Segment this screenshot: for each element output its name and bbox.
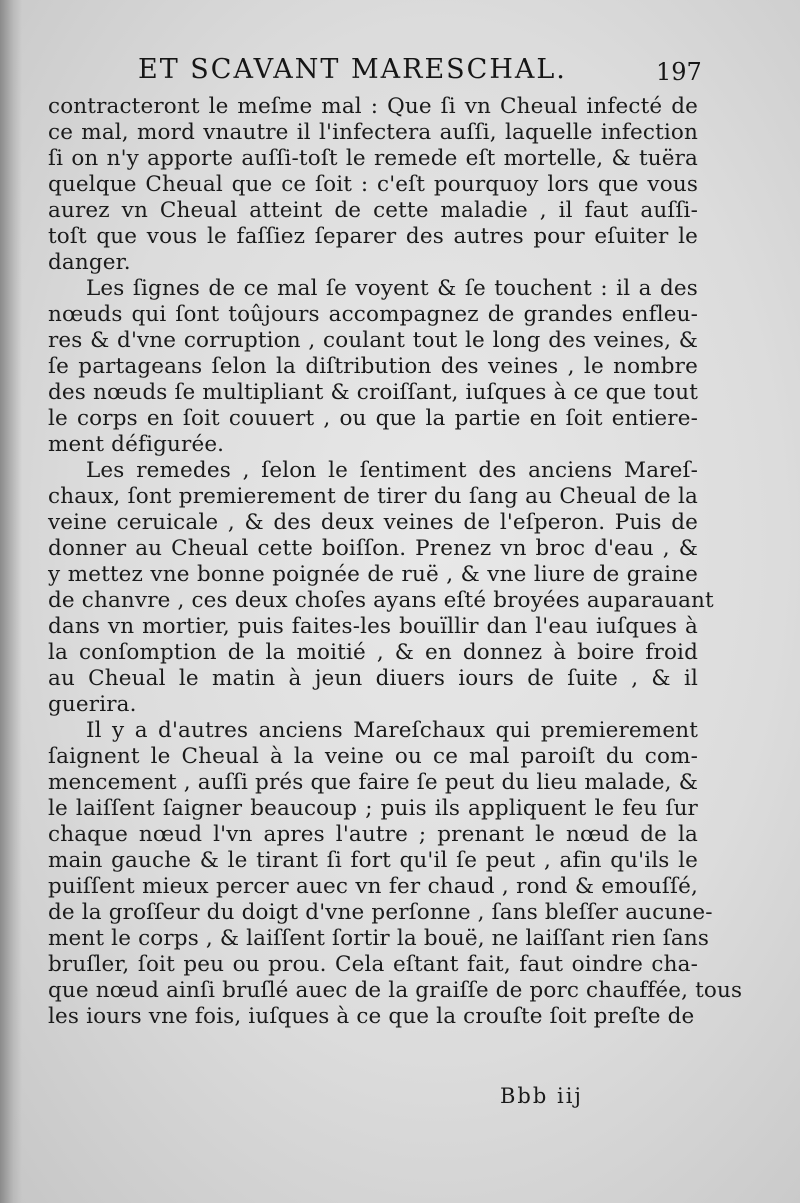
text-line: dans vn mortier, puis faites-les bouïllir dan l'eau iuſques à [48,614,698,639]
text-line: Il y a d'autres anciens Mareſchaux qui premierement [86,718,698,743]
text-line: ment le corps , & laiſſent ſortir la bouë, ne laiſſant rien ſans [48,926,710,951]
body-text [48,94,743,1030]
text-line: quelque Cheual que ce ſoit : c'eſt pourquoy lors que vous [48,172,698,197]
text-line: des nœuds ſe multipliant & croiſſant, iuſques à ce que tout [48,380,698,405]
text-line: donner au Cheual cette boiſſon. Prenez vn broc d'eau , & [48,536,698,561]
text-line: bruſler, ſoit peu ou prou. Cela eſtant fait, faut oindre cha- [48,952,698,977]
text-line: la conſomption de la moitié , & en donnez à boire froid [48,640,698,665]
text-line: toſt que vous le faſſiez ſeparer des autres pour eſuiter le [48,224,698,249]
text-line: de la groſſeur du doigt d'vne perſonne , ſans bleſſer aucune- [48,900,713,925]
text-line: au Cheual le matin à jeun diuers iours de ſuite , & il [48,666,698,691]
text-line: veine ceruicale , & des deux veines de l'eſperon. Puis de [48,510,698,535]
text-line: Les remedes , ſelon le ſentiment des anciens Mareſ- [86,458,698,483]
text-line: res & d'vne corruption , coulant tout le long des veines, & [48,328,698,353]
text-line: les iours vne fois, iuſques à ce que la crouſte ſoit preſte de [48,1004,695,1029]
text-line: guerira. [48,692,137,717]
paragraph [48,276,698,458]
page-header [0,50,800,90]
text-line: ſe partageans ſelon la diſtribution des veines , le nombre [48,354,698,379]
text-line: le corps en ſoit couuert , ou que la partie en ſoit entiere- [48,406,698,431]
text-line: chaux, ſont premierement de tirer du ſang au Cheual de la [48,484,698,509]
text-line: ſaignent le Cheual à la veine ou ce mal paroiſt du com- [48,744,698,769]
text-line: y mettez vne bonne poignée de ruë , & vne liure de graine [48,562,698,587]
text-line: ce mal, mord vnautre il l'infectera auſſi, laquelle infection [48,120,698,145]
text-line: ſi on n'y apporte auſſi-toſt le remede eſt mortelle, & tuëra [48,146,698,171]
text-line: que nœud ainſi bruſlé auec de la graiſſe de porc chauffée, tous [48,978,743,1003]
text-line: de chanvre , ces deux choſes ayans eſté broyées auparauant [48,588,714,613]
paragraph [48,458,714,718]
text-line: mencement , auſſi prés que faire ſe peut du lieu malade, & [48,770,698,795]
text-line: Les ſignes de ce mal ſe voyent & ſe touchent : il a des [86,276,698,301]
signature-mark: Bbb iij [500,1084,583,1108]
text-line: ment défigurée. [48,432,225,457]
text-line: puiſſent mieux percer auec vn fer chaud , rond & emouſſé, [48,874,698,899]
text-line: chaque nœud l'vn apres l'autre ; prenant le nœud de la [48,822,698,847]
text-line: contracteront le meſme mal : Que ſi vn Cheual infecté de [48,94,698,119]
paragraph [48,94,698,276]
binding-gutter [0,0,22,1203]
text-line: danger. [48,250,131,275]
text-line: main gauche & le tirant ſi fort qu'il ſe peut , afin qu'ils le [48,848,698,873]
text-line: nœuds qui ſont toûjours accompagnez de grandes enfleu- [48,302,698,327]
page-number: 197 [656,58,702,86]
paragraph [48,718,743,1030]
text-line: aurez vn Cheual atteint de cette maladie , il faut auſſi- [48,198,698,223]
running-head: ET SCAVANT MARESCHAL. [138,54,567,85]
text-line: le laiſſent ſaigner beaucoup ; puis ils appliquent le feu ſur [48,796,698,821]
